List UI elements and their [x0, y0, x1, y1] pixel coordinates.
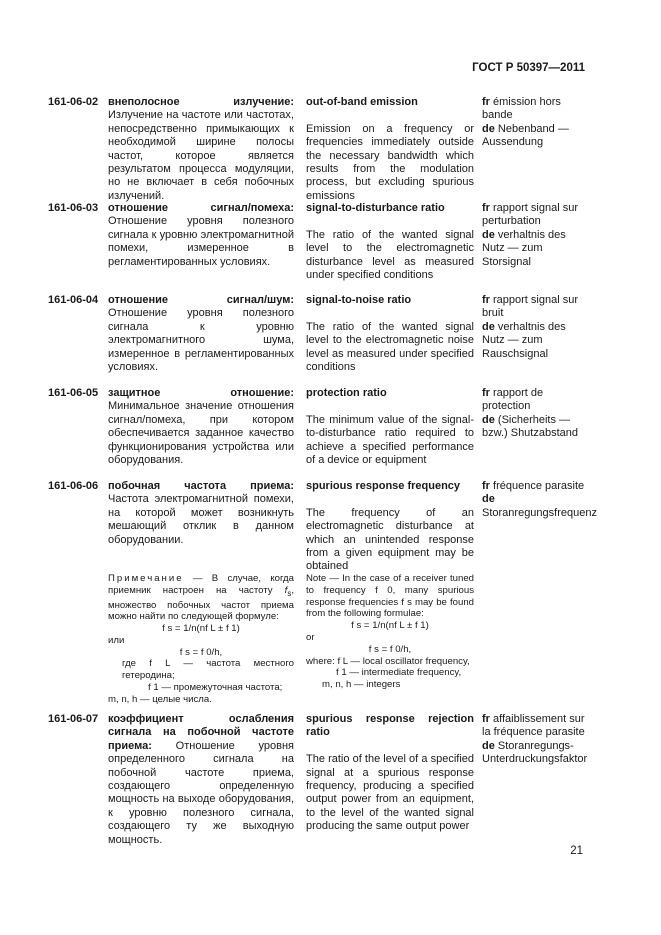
ru-definition	[108, 294, 294, 374]
fr-de-terms	[482, 294, 590, 361]
note-or: или	[108, 634, 125, 646]
note-symbol: f	[284, 584, 288, 596]
fr-code: fr	[482, 96, 490, 108]
ru-term: отношение сигнал/шум:	[108, 294, 294, 306]
en-term: spurious response rejection ratio	[306, 713, 474, 739]
note-label: Примечание	[108, 573, 184, 584]
en-text: Emission on a frequency or frequencies immediately outside the necessary bandwidth which results from the modulation process, but excluding spurious emissions	[306, 122, 474, 202]
ru-definition	[108, 387, 294, 467]
fr-term: rapport de protection	[482, 387, 544, 413]
entry-number: 161-06-05	[48, 387, 99, 399]
fr-de-terms	[482, 96, 590, 150]
ru-term: отношение сигнал/помеха:	[108, 202, 294, 214]
en-term: protection ratio	[306, 387, 387, 399]
en-term: signal-to-disturbance ratio	[306, 202, 445, 214]
ru-text: Излучение на частоте или частотах, непосредственно примыкающих к необходимой ширине полосы частот, которое является результатом процесса модуляции, но не включает в себя побочных излучений.	[108, 109, 294, 202]
en-text: The ratio of the wanted signal level to the electromagnetic disturbance level as measured under specified conditions	[306, 228, 474, 282]
ru-definition	[108, 480, 294, 547]
en-definition	[306, 480, 474, 574]
entry-number: 161-06-03	[48, 202, 99, 214]
fr-term: affaiblissement sur la fréquence parasite	[482, 713, 585, 739]
ru-definition	[108, 202, 294, 269]
de-code: de	[482, 739, 495, 752]
en-definition	[306, 202, 474, 282]
note-where: where: f L — local oscillator frequency,	[306, 655, 470, 667]
entry-number: 161-06-07	[48, 713, 99, 725]
fr-de-terms	[482, 387, 590, 441]
de-term: Storanregungs-Unterdruckungsfaktor	[482, 739, 588, 766]
formula: f s = 1/n(nf L ± f 1)	[162, 623, 240, 635]
fr-de-terms	[482, 480, 597, 520]
ru-text: Отношение уровня определенного сигнала на побочной частоте приема, создающего определенную мощность на выходе оборудования, к уровню полезного сигнала, создающего ту же выходную мощность.	[108, 739, 294, 846]
entry-number: 161-06-06	[48, 480, 99, 492]
fr-code: fr	[482, 202, 490, 214]
fr-term: rapport signal sur bruit	[482, 294, 578, 320]
entry-number: 161-06-04	[48, 294, 99, 306]
en-definition	[306, 96, 474, 203]
note-where: m, n, h — целые числа.	[108, 693, 212, 705]
de-code: de	[482, 493, 495, 506]
note-where: f 1 — промежуточная частота;	[148, 682, 283, 694]
note-ru	[108, 573, 294, 706]
ru-term: побочная частота приема:	[108, 480, 294, 492]
fr-code: fr	[482, 480, 490, 492]
de-term: Nebenband — Aussendung	[482, 122, 569, 149]
formula: f s = 1/n(nf L ± f 1)	[351, 620, 429, 632]
en-definition	[306, 294, 474, 374]
en-definition	[306, 713, 474, 834]
de-term: verhaltnis des Nutz — zum Storsignal	[482, 228, 566, 268]
fr-code: fr	[482, 713, 490, 725]
en-text: The minimum value of the signal-to-disturbance ratio required to achieve a specified performance of a device or equipment	[306, 413, 474, 467]
ru-definition	[108, 713, 294, 847]
en-text: The ratio of the wanted signal level to the electromagnetic noise level as measured under specified conditions	[306, 320, 474, 374]
note-where: где f L — частота местного гетеродина;	[122, 658, 294, 682]
de-term: verhaltnis des Nutz — zum Rauschsignal	[482, 320, 566, 360]
ru-term: внеполосное излучение:	[108, 96, 294, 108]
fr-code: fr	[482, 294, 490, 306]
en-term: out-of-band emission	[306, 96, 418, 108]
fr-term: fréquence parasite	[489, 480, 585, 492]
de-code: de	[482, 320, 495, 333]
formula: f s = f 0/h,	[368, 643, 412, 655]
note-or: or	[306, 631, 315, 643]
en-term: spurious response frequency	[306, 480, 461, 492]
de-code: de	[482, 413, 495, 426]
ru-term: защитное отношение:	[108, 387, 294, 399]
ru-text: Отношение уровня полезного сигнала к уровню электромагнитной помехи, измеренное в регламентированных условиях.	[108, 215, 294, 268]
fr-de-terms	[482, 202, 590, 269]
formula: f s = f 0/h,	[179, 646, 223, 658]
fr-de-terms	[482, 713, 590, 767]
note-where: m, n, h — integers	[322, 679, 401, 691]
fr-term: émission hors bande	[482, 96, 561, 122]
fr-term: rapport signal sur perturbation	[482, 202, 578, 228]
ru-definition	[108, 96, 294, 203]
entry-number: 161-06-02	[48, 96, 99, 108]
en-text: The frequency of an electromagnetic disturbance at which an unintended response from a given equipment may be obtained	[306, 506, 474, 573]
note-text: — В случае, когда приемник настроен на частоту	[108, 573, 294, 596]
ru-text: Частота электромагнитной помехи, на которой может возникнуть мешающий отклик в данном оборудовании.	[108, 493, 294, 546]
note-text: Note — In the case of a receiver tuned to frequency f 0, many spurious response frequencies f s may be found from the following formulae:	[306, 573, 474, 620]
en-definition	[306, 387, 474, 467]
note-en	[306, 573, 474, 691]
de-term: Storanregungsfrequenz	[482, 506, 597, 519]
page-number: 21	[570, 845, 583, 857]
fr-code: fr	[482, 387, 490, 399]
note-where: f 1 — intermediate frequency,	[336, 667, 462, 679]
ru-term: коэффициент ослабления сигнала на побочной частоте приема:	[108, 713, 294, 752]
ru-text: Отношение уровня полезного сигнала к уровню электромагнитного шума, измеренное в регламентированных условиях.	[108, 307, 294, 374]
en-term: signal-to-noise ratio	[306, 294, 412, 306]
note-symbol-sub: s	[287, 588, 292, 598]
de-code: de	[482, 122, 495, 135]
note-text: , множество побочных частот приема можно найти по следующей формуле:	[108, 584, 294, 623]
de-code: de	[482, 228, 495, 241]
ru-text: Минимальное значение отношения сигнал/помеха, при котором обеспечивается заданное качество функционирования устройства или оборудования.	[108, 400, 294, 467]
document-header: ГОСТ Р 50397—2011	[472, 62, 585, 74]
de-term: (Sicherheits — bzw.) Shutzabstand	[482, 413, 579, 440]
en-text: The ratio of the level of a specified signal at a spurious response frequency, producing a specified output power from an equipment, to the level of the wanted signal producing the same output power	[306, 753, 474, 833]
